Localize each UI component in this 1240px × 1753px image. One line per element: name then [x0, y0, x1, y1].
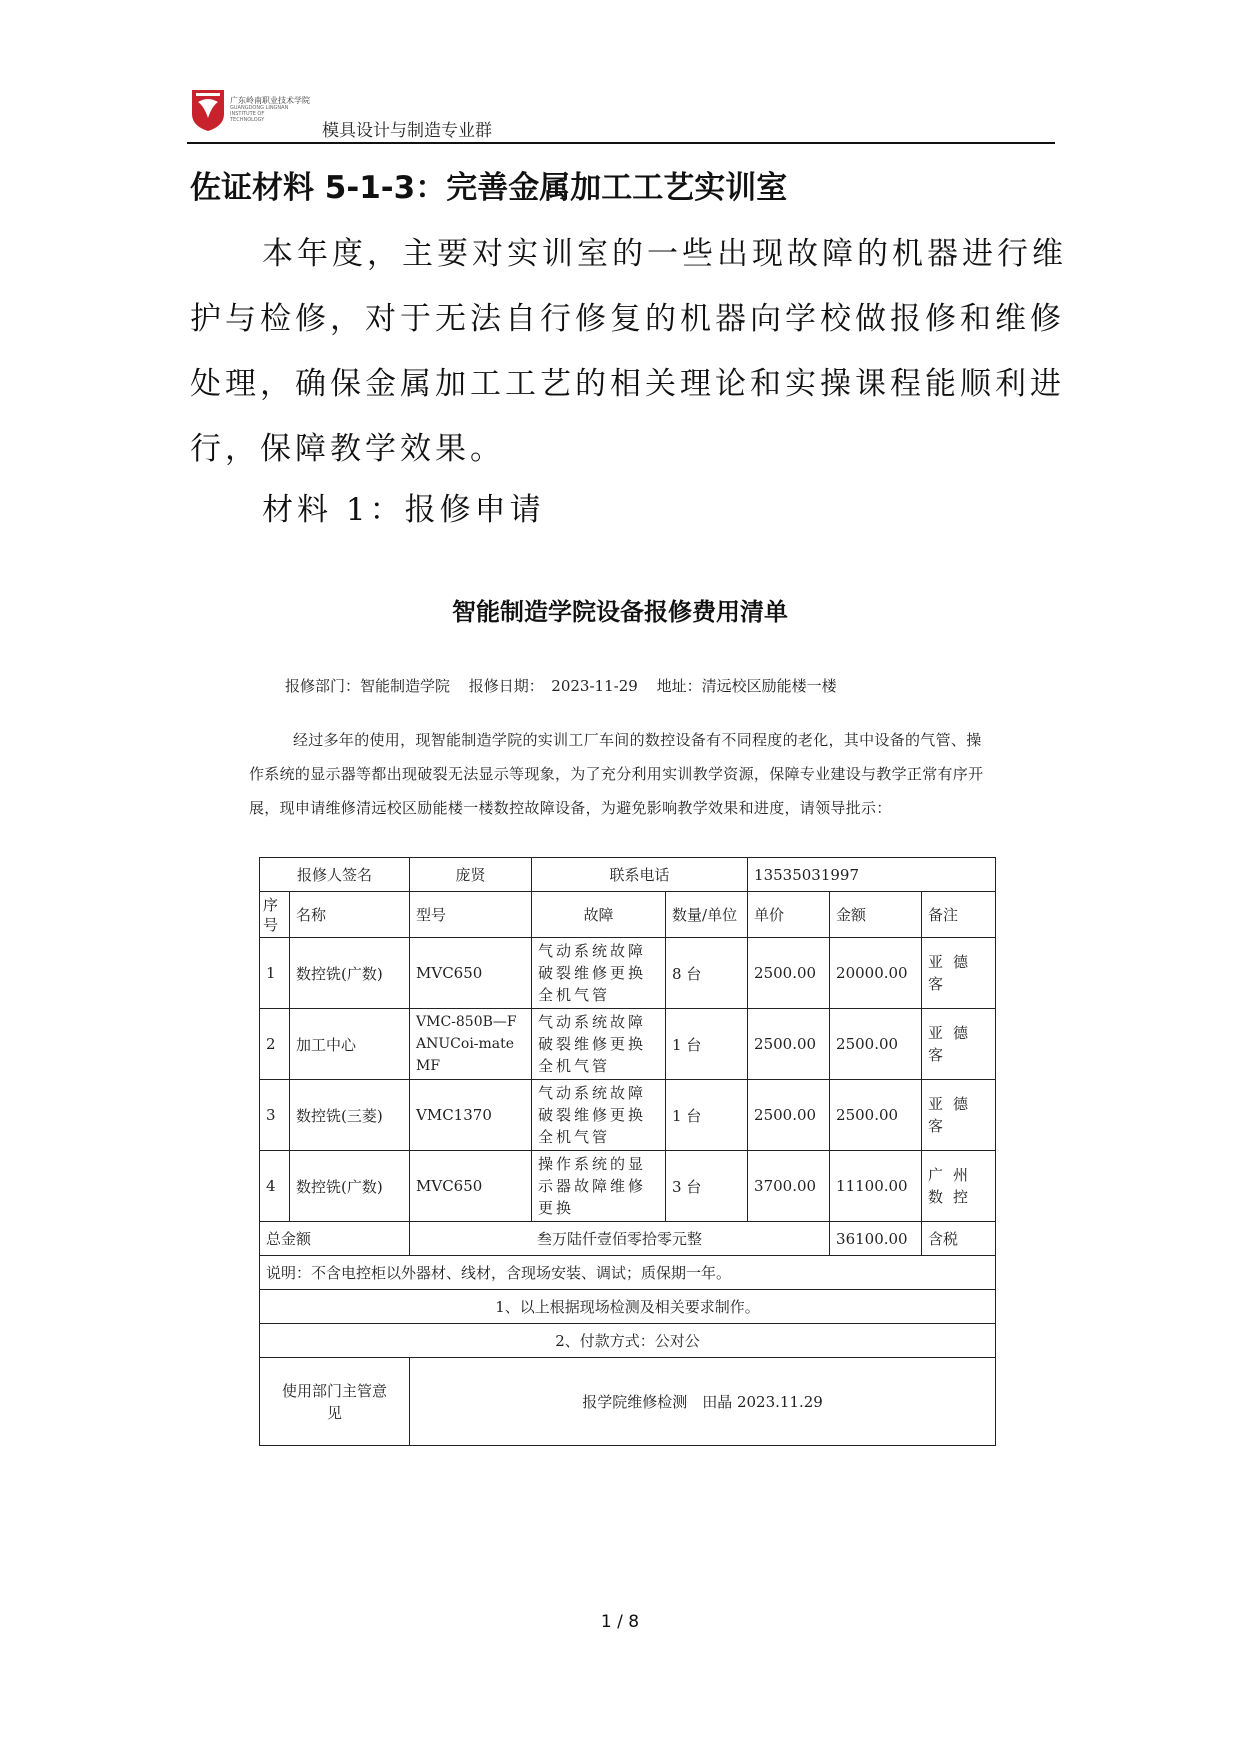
note-2: 1、以上根据现场检测及相关要求制作。 — [260, 1290, 996, 1324]
row-name: 数控铣(广数) — [290, 938, 410, 1009]
table-row — [260, 1009, 996, 1080]
form-body-text: 经过多年的使用，现智能制造学院的实训工厂车间的数控设备有不同程度的老化，其中设备的气管、操作系统的显示器等都出现破裂无法显示等现象，为了充分利用实训教学资源，保障专业建设与教学正常有序开展，现申请维修清远校区励能楼一楼数控故障设备，为避免影响教学效果和进度，请领导批示： — [249, 731, 984, 817]
opinion-text: 报学院维修检测 田晶 2023.11.29 — [410, 1358, 996, 1446]
total-amount: 36100.00 — [830, 1222, 922, 1256]
row-fault: 气动系统故障破裂维修更换全机气管 — [532, 1080, 666, 1151]
header-divider — [187, 142, 1055, 144]
row-fault: 气动系统故障破裂维修更换全机气管 — [532, 1009, 666, 1080]
row-qty: 3 台 — [666, 1151, 748, 1222]
phone-label: 联系电话 — [532, 858, 748, 892]
form-address: 地址：清远校区励能楼一楼 — [656, 677, 837, 695]
row-model: MVC650 — [410, 938, 532, 1009]
page-title: 佐证材料 5-1-3：完善金属加工工艺实训室 — [190, 170, 788, 206]
header-no: 序号 — [260, 892, 290, 938]
row-name: 加工中心 — [290, 1009, 410, 1080]
header-name: 名称 — [290, 892, 410, 938]
header-qty: 数量/单位 — [666, 892, 748, 938]
page-number: 1 / 8 — [600, 1612, 640, 1632]
signer-label: 报修人签名 — [260, 858, 410, 892]
school-name — [230, 96, 310, 123]
row-remark: 亚德客 — [922, 1009, 996, 1080]
repair-cost-table — [259, 857, 996, 1446]
note-1: 说明：不含电控柜以外器材、线材，含现场安装、调试；质保期一年。 — [260, 1256, 996, 1290]
row-no: 2 — [260, 1009, 290, 1080]
total-label: 总金额 — [260, 1222, 410, 1256]
row-price: 2500.00 — [748, 1009, 830, 1080]
row-remark: 广州数控 — [922, 1151, 996, 1222]
signer-value: 庞贤 — [410, 858, 532, 892]
row-qty: 1 台 — [666, 1009, 748, 1080]
material-label: 材料 1：报修申请 — [262, 492, 545, 528]
row-model: VMC-850B—FANUCoi-mateMF — [410, 1009, 532, 1080]
row-model: VMC1370 — [410, 1080, 532, 1151]
form-title: 智能制造学院设备报修费用清单 — [452, 598, 788, 626]
opinion-row — [260, 1358, 996, 1446]
row-no: 1 — [260, 938, 290, 1009]
phone-value: 13535031997 — [748, 858, 996, 892]
header-fault: 故障 — [532, 892, 666, 938]
signer-row — [260, 858, 996, 892]
row-no: 4 — [260, 1151, 290, 1222]
row-price: 3700.00 — [748, 1151, 830, 1222]
form-meta — [285, 675, 851, 696]
table-row — [260, 938, 996, 1009]
note-3: 2、付款方式：公对公 — [260, 1324, 996, 1358]
row-price: 2500.00 — [748, 1080, 830, 1151]
row-amount: 11100.00 — [830, 1151, 922, 1222]
school-name-cn: 广东岭南职业技术学院 — [230, 96, 310, 105]
row-amount: 2500.00 — [830, 1080, 922, 1151]
row-fault: 气动系统故障破裂维修更换全机气管 — [532, 938, 666, 1009]
header-price: 单价 — [748, 892, 830, 938]
row-amount: 2500.00 — [830, 1009, 922, 1080]
row-remark: 亚德客 — [922, 938, 996, 1009]
row-no: 3 — [260, 1080, 290, 1151]
row-fault: 操作系统的显示器故障维修更换 — [532, 1151, 666, 1222]
total-row — [260, 1222, 996, 1256]
row-amount: 20000.00 — [830, 938, 922, 1009]
row-name: 数控铣(广数) — [290, 1151, 410, 1222]
table-row — [260, 1151, 996, 1222]
form-dept: 报修部门：智能制造学院 — [285, 677, 451, 695]
header-group-name: 模具设计与制造专业群 — [322, 121, 492, 141]
row-remark: 亚德客 — [922, 1080, 996, 1151]
row-price: 2500.00 — [748, 938, 830, 1009]
row-name: 数控铣(三菱) — [290, 1080, 410, 1151]
row-model: MVC650 — [410, 1151, 532, 1222]
note-row — [260, 1324, 996, 1358]
total-note: 含税 — [922, 1222, 996, 1256]
intro-paragraph: 本年度，主要对实训室的一些出现故障的机器进行维护与检修，对于无法自行修复的机器向学校做报修和维修处理，确保金属加工工艺的相关理论和实操课程能顺利进行，保障教学效果。 — [190, 236, 1067, 467]
school-logo — [190, 88, 226, 132]
note-row — [260, 1256, 996, 1290]
header-remark: 备注 — [922, 892, 996, 938]
header-model: 型号 — [410, 892, 532, 938]
table-row — [260, 1080, 996, 1151]
row-qty: 8 台 — [666, 938, 748, 1009]
form-date: 报修日期： 2023-11-29 — [468, 677, 638, 695]
row-qty: 1 台 — [666, 1080, 748, 1151]
total-words: 叁万陆仟壹佰零拾零元整 — [410, 1222, 830, 1256]
school-name-en: GUANGDONG LINGNAN INSTITUTE OF TECHNOLOGY — [230, 105, 289, 123]
header-amount: 金额 — [830, 892, 922, 938]
table-header-row — [260, 892, 996, 938]
note-row — [260, 1290, 996, 1324]
opinion-label: 使用部门主管意见 — [260, 1358, 410, 1446]
